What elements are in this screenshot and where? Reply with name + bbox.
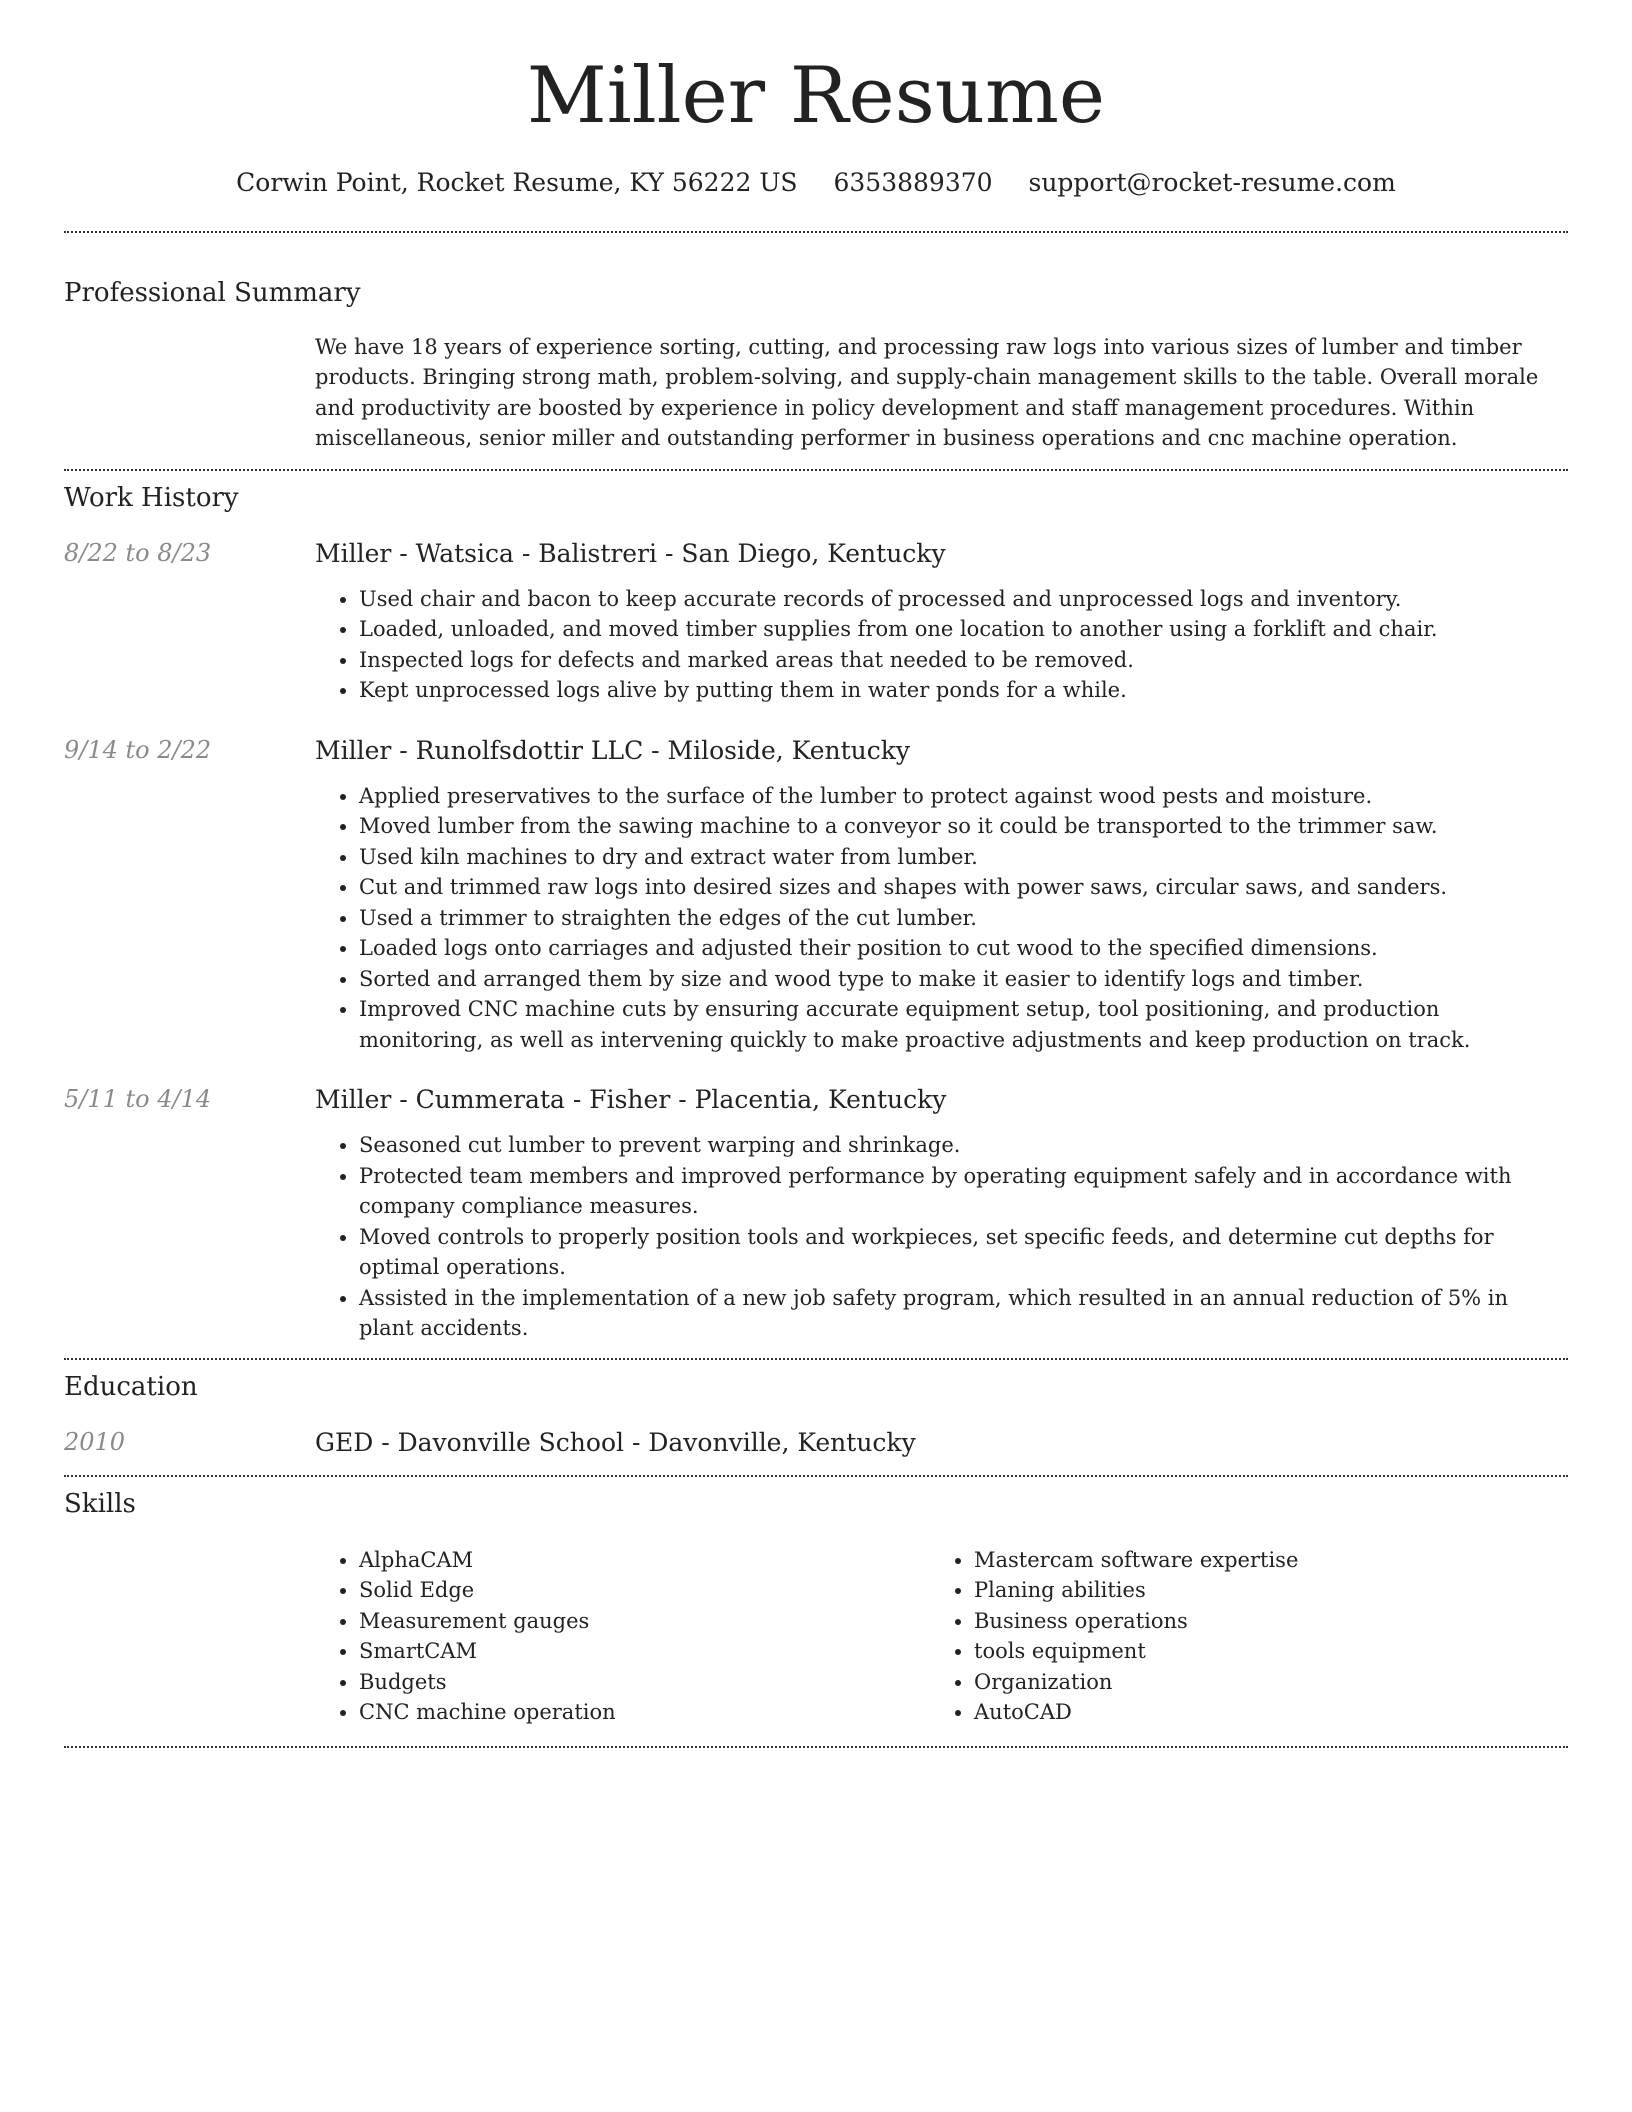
section-title-summary: Professional Summary [64, 277, 361, 308]
contact-phone: 6353889370 [833, 167, 993, 197]
section-divider [64, 1746, 1568, 1748]
skills-list-left [315, 1545, 930, 1728]
skill-item: • Budgets [359, 1667, 930, 1698]
list-item: • Improved CNC machine cuts by ensuring accurate equipment setup, tool positioning, and production monitoring, as well as intervening quickly to make proactive adjustments and keep production on track. [359, 994, 1568, 1055]
list-item: • Cut and trimmed raw logs into desired sizes and shapes with power saws, circular saws, and sanders. [359, 872, 1568, 903]
work-history-section [64, 483, 1568, 1344]
skill-item: • Solid Edge [359, 1575, 930, 1606]
skills-list-right [930, 1545, 1568, 1728]
list-item: • Kept unprocessed logs alive by putting them in water ponds for a while. [359, 675, 1568, 706]
list-item: • Seasoned cut lumber to prevent warping and shrinkage. [359, 1130, 1568, 1161]
resume-page [64, 0, 1568, 1748]
job-dates: 8/22 to 8/23 [64, 538, 212, 567]
job-entry [64, 1085, 1568, 1344]
contact-line [64, 168, 1568, 197]
section-divider [64, 231, 1568, 233]
education-entry [64, 1428, 1568, 1457]
job-entry [64, 736, 1568, 1056]
job-title: Miller - Watsica - Balistreri - San Diego, Kentucky [315, 538, 946, 568]
summary-text: We have 18 years of experience sorting, cutting, and processing raw logs into various sizes of lumber and timber products. Bringing strong math, problem-solving, and supply-chain management skills to the table. Overall morale and productivity are boosted by experience in policy development and staff management procedures. Within miscellaneous, senior miller and outstanding performer in business operations and cnc machine operation. [315, 334, 1539, 451]
skill-item: • SmartCAM [359, 1636, 930, 1667]
list-item: • Protected team members and improved performance by operating equipment safely and in accordance with company compliance measures. [359, 1161, 1568, 1222]
list-item: • Used a trimmer to straighten the edges of the cut lumber. [359, 903, 1568, 934]
list-item: • Loaded logs onto carriages and adjusted their position to cut wood to the specified dimensions. [359, 933, 1568, 964]
skill-item: • AutoCAD [974, 1697, 1568, 1728]
skill-item: • Measurement gauges [359, 1606, 930, 1637]
list-item: • Moved controls to properly position tools and workpieces, set specific feeds, and determine cut depths for optimal operations. [359, 1222, 1568, 1283]
job-entry [64, 539, 1568, 706]
skill-item: • Organization [974, 1667, 1568, 1698]
education-year: 2010 [64, 1427, 126, 1456]
list-item: • Sorted and arranged them by size and wood type to make it easier to identify logs and timber. [359, 964, 1568, 995]
job-dates: 5/11 to 4/14 [64, 1085, 212, 1114]
section-title-work-history: Work History [64, 482, 239, 513]
list-item: • Used kiln machines to dry and extract water from lumber. [359, 842, 1568, 873]
list-item: • Loaded, unloaded, and moved timber supplies from one location to another using a forklift and chair. [359, 614, 1568, 645]
section-divider [64, 469, 1568, 471]
summary-section [64, 278, 1568, 454]
job-dates: 9/14 to 2/22 [64, 735, 212, 764]
skill-item: • tools equipment [974, 1636, 1568, 1667]
list-item: • Moved lumber from the sawing machine to a conveyor so it could be transported to the trimmer saw. [359, 811, 1568, 842]
list-item: • Inspected logs for defects and marked areas that needed to be removed. [359, 645, 1568, 676]
job-bullets [315, 1130, 1568, 1344]
resume-name: Miller Resume [526, 51, 1106, 141]
list-item: • Applied preservatives to the surface of the lumber to protect against wood pests and moisture. [359, 781, 1568, 812]
education-section [64, 1372, 1568, 1457]
section-title-education: Education [64, 1371, 198, 1402]
skill-item: • CNC machine operation [359, 1697, 930, 1728]
section-divider [64, 1475, 1568, 1477]
section-title-skills: Skills [64, 1488, 136, 1519]
skill-item: • Business operations [974, 1606, 1568, 1637]
skill-item: • AlphaCAM [359, 1545, 930, 1576]
skills-section [64, 1489, 1568, 1728]
contact-email: support@rocket-resume.com [1028, 167, 1396, 197]
job-title: Miller - Cummerata - Fisher - Placentia, Kentucky [315, 1085, 947, 1115]
job-title: Miller - Runolfsdottir LLC - Miloside, Kentucky [315, 735, 911, 765]
skill-item: • Planing abilities [974, 1575, 1568, 1606]
contact-address: Corwin Point, Rocket Resume, KY 56222 US [236, 167, 798, 197]
education-title: GED - Davonville School - Davonville, Kentucky [315, 1427, 916, 1457]
job-bullets [315, 781, 1568, 1056]
skill-item: • Mastercam software expertise [974, 1545, 1568, 1576]
list-item: • Used chair and bacon to keep accurate records of processed and unprocessed logs and inventory. [359, 584, 1568, 615]
list-item: • Assisted in the implementation of a new job safety program, which resulted in an annual reduction of 5% in plant accidents. [359, 1283, 1568, 1344]
job-bullets [315, 584, 1568, 706]
section-divider [64, 1358, 1568, 1360]
